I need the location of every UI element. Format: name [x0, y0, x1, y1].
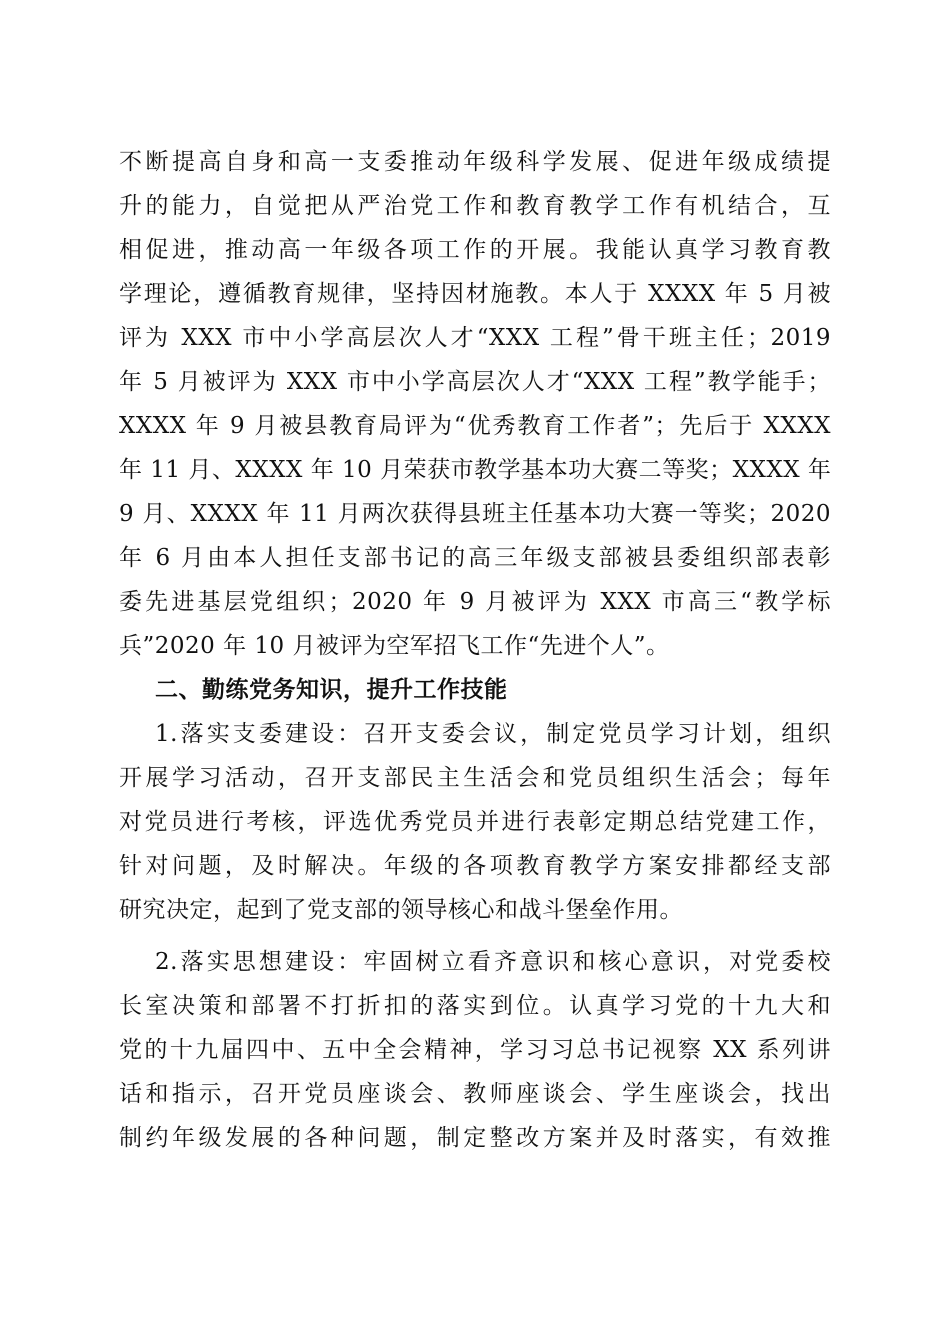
text-line: 年 5 月被评为 XXX 市中小学高层次人才“XXX 工程”教学能手；	[119, 369, 831, 395]
text-line: 制约年级发展的各种问题，制定整改方案并及时落实，有效推	[119, 1125, 831, 1151]
text-line: 不断提高自身和高一支委推动年级科学发展、促进年级成绩提	[119, 149, 831, 175]
text-line: 针对问题，及时解决。年级的各项教育教学方案安排都经支部	[119, 853, 831, 879]
text-line: 党的十九届四中、五中全会精神，学习习总书记视察 XX 系列讲	[119, 1037, 831, 1063]
text-line: 话和指示，召开党员座谈会、教师座谈会、学生座谈会，找出	[119, 1081, 831, 1107]
paragraph-spacer	[119, 932, 831, 940]
paragraph-achievements	[119, 140, 831, 668]
text-line: 年 6 月由本人担任支部书记的高三年级支部被县委组织部表彰	[119, 545, 831, 571]
text-line: 委先进基层党组织；2020 年 9 月被评为 XXX 市高三“教学标	[119, 589, 831, 615]
text-line: 9 月、XXXX 年 11 月两次获得县班主任基本功大赛一等奖；2020	[119, 501, 831, 527]
text-line: 年 11 月、XXXX 年 10 月荣获市教学基本功大赛二等奖；XXXX 年	[119, 457, 831, 483]
paragraph-ideological-building	[119, 940, 831, 1160]
text-line: 相促进，推动高一年级各项工作的开展。我能认真学习教育教	[119, 237, 831, 263]
text-line: 2.落实思想建设：牢固树立看齐意识和核心意识，对党委校	[155, 949, 831, 975]
text-line: 研究决定，起到了党支部的领导核心和战斗堡垒作用。	[119, 897, 683, 923]
text-line: 长室决策和部署不打折扣的落实到位。认真学习党的十九大和	[119, 993, 831, 1019]
text-line: 评为 XXX 市中小学高层次人才“XXX 工程”骨干班主任；2019	[119, 325, 831, 351]
text-line: 学理论，遵循教育规律，坚持因材施教。本人于 XXXX 年 5 月被	[119, 281, 831, 307]
paragraph-branch-building	[119, 712, 831, 932]
text-line: XXXX 年 9 月被县教育局评为“优秀教育工作者”；先后于 XXXX	[119, 413, 831, 439]
text-line: 对党员进行考核，评选优秀党员并进行表彰定期总结党建工作，	[119, 809, 831, 835]
section-heading: 二、勤练党务知识，提升工作技能	[155, 677, 508, 703]
text-line: 1.落实支委建设：召开支委会议，制定党员学习计划，组织	[155, 721, 831, 747]
text-line: 开展学习活动，召开支部民主生活会和党员组织生活会；每年	[119, 765, 831, 791]
document-page	[119, 140, 831, 1160]
text-line: 升的能力，自觉把从严治党工作和教育教学工作有机结合，互	[119, 193, 831, 219]
text-line: 兵”2020 年 10 月被评为空军招飞工作“先进个人”。	[119, 633, 670, 659]
